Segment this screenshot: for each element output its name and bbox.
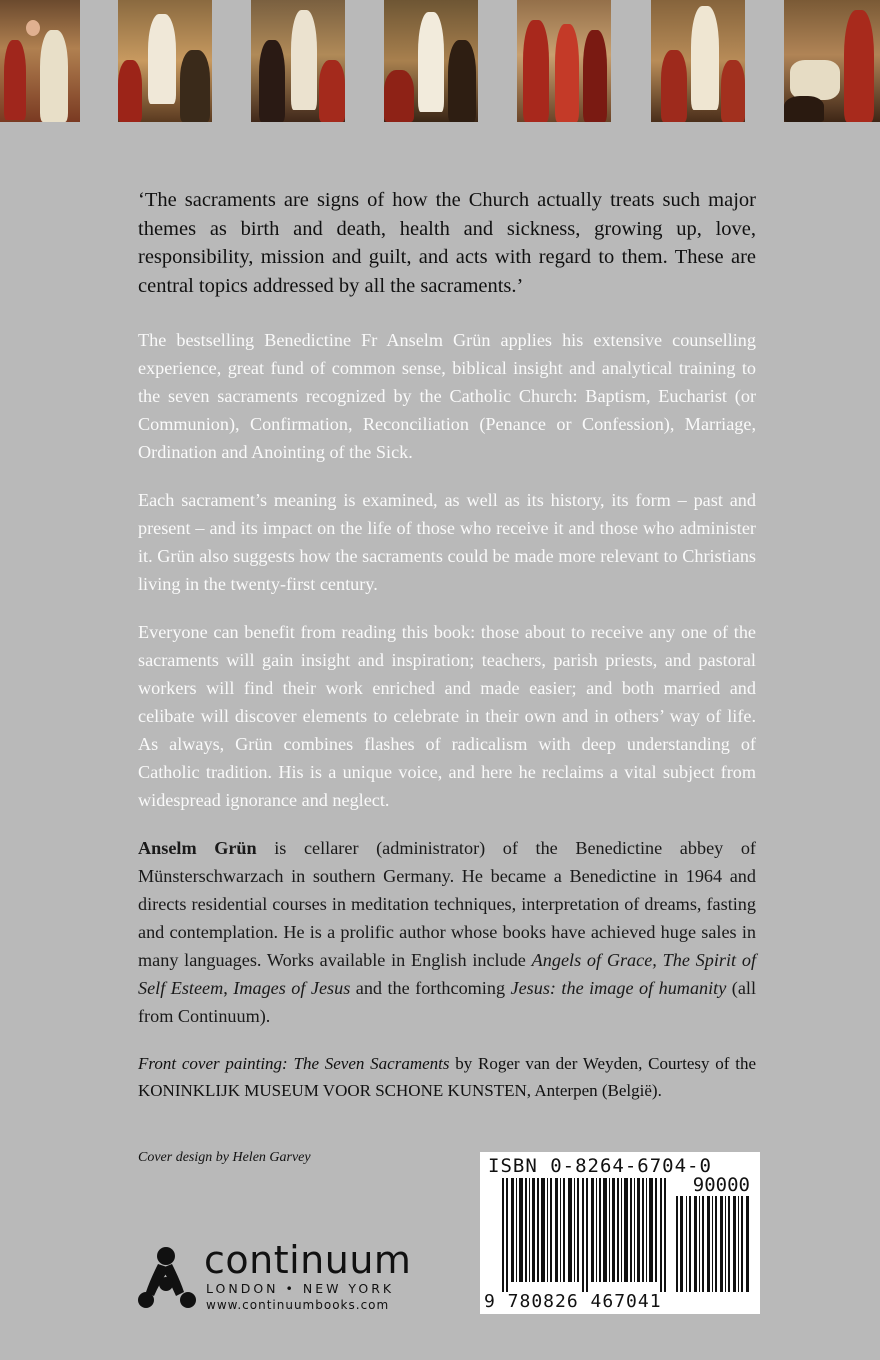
ean-digits: 9 780826 467041: [484, 1291, 662, 1312]
publisher-logo: [136, 1238, 436, 1318]
sacrament-meaning-paragraph: Each sacrament’s meaning is examined, as well as its history, its form – past and present – and its impact on the life of those who receive it and those who administer it. Grün also suggests how the sacraments could be made more relevant to Christians living in the twenty-first century.: [138, 490, 756, 594]
back-cover-text: [138, 186, 756, 1104]
book-title-jesus: Jesus: the image of humanity: [510, 978, 727, 998]
book-description: The bestselling Benedictine Fr Anselm Grün applies his extensive counselling experience, great fund of common sense, biblical insight and analytical training to the seven sacraments recognized by the Catholic Church: Baptism, Eucharist (or Communion), Confirmation, Reconciliation (Penance or Confession), Marriage, Ordination and Anointing of the Sick.: [138, 330, 756, 462]
audience-paragraph: Everyone can benefit from reading this book: those about to receive any one of the sacraments will gain insight and inspiration; teachers, parish priests, and pastoral workers will find their work enriched and made easier; and both married and celibate will discover elements to celebrate in their own and in others’ way of life. As always, Grün combines flashes of radicalism with deep understanding of Catholic tradition. His is a unique voice, and here he reclaims a vital subject from widespread ignorance and neglect.: [138, 622, 756, 810]
continuum-mark-icon: [136, 1246, 198, 1310]
painting-panel-3: [251, 0, 345, 122]
painting-strip: [0, 0, 880, 124]
ean-barcode-bars: [502, 1178, 672, 1292]
bio-middle-text: and the forthcoming: [350, 978, 511, 998]
author-bio: [138, 834, 756, 1030]
publisher-url: www.continuumbooks.com: [206, 1298, 390, 1312]
book-title-angels: Angels of Grace,: [531, 950, 657, 970]
credit-lead: Front cover painting: The Seven Sacraments: [138, 1054, 450, 1073]
cover-painting-credit: [138, 1050, 756, 1104]
book-title-images: Images of Jesus: [233, 978, 351, 998]
bio-separator: ,: [223, 978, 234, 998]
painting-panel-7: [784, 0, 880, 122]
price-barcode-bars: [676, 1196, 752, 1292]
cover-design-credit: Cover design by Helen Garvey: [138, 1150, 311, 1165]
painting-panel-1: [0, 0, 80, 122]
book-title-self-esteem: The Spirit of Self Esteem: [138, 950, 756, 998]
author-name: Anselm Grün: [138, 838, 257, 858]
author-bio-text: is cellarer (administrator) of the Benedictine abbey of Münsterschwarzach in southern Germany. He became a Benedictine in 1964 and directs residential courses in meditation techniques, interpretation of dreams, fasting and contemplation. He is a prolific author whose books have achieved huge sales in many languages. Works available in English include: [138, 838, 756, 970]
barcode: [480, 1152, 760, 1314]
price-code: 90000: [692, 1174, 750, 1196]
bio-end-text: (all from Continuum).: [138, 978, 757, 1026]
isbn-text: ISBN 0-8264-6704-0: [488, 1155, 712, 1177]
pull-quote: ‘The sacraments are signs of how the Church actually treats such major themes as birth and death, health and sickness, growing up, love, responsibility, mission and guilt, and acts with regard to them. These are central topics addressed by all the sacraments.’: [138, 189, 756, 297]
painting-panel-2: [118, 0, 212, 122]
painting-panel-5: [517, 0, 611, 122]
publisher-cities: LONDON • NEW YORK: [206, 1281, 395, 1296]
publisher-name: continuum: [204, 1238, 412, 1282]
credit-text: by Roger van der Weyden, Courtesy of the KONINKLIJK MUSEUM VOOR SCHONE KUNSTEN, Anterpen (België).: [138, 1054, 756, 1100]
painting-panel-6: [651, 0, 745, 122]
painting-panel-4: [384, 0, 478, 122]
